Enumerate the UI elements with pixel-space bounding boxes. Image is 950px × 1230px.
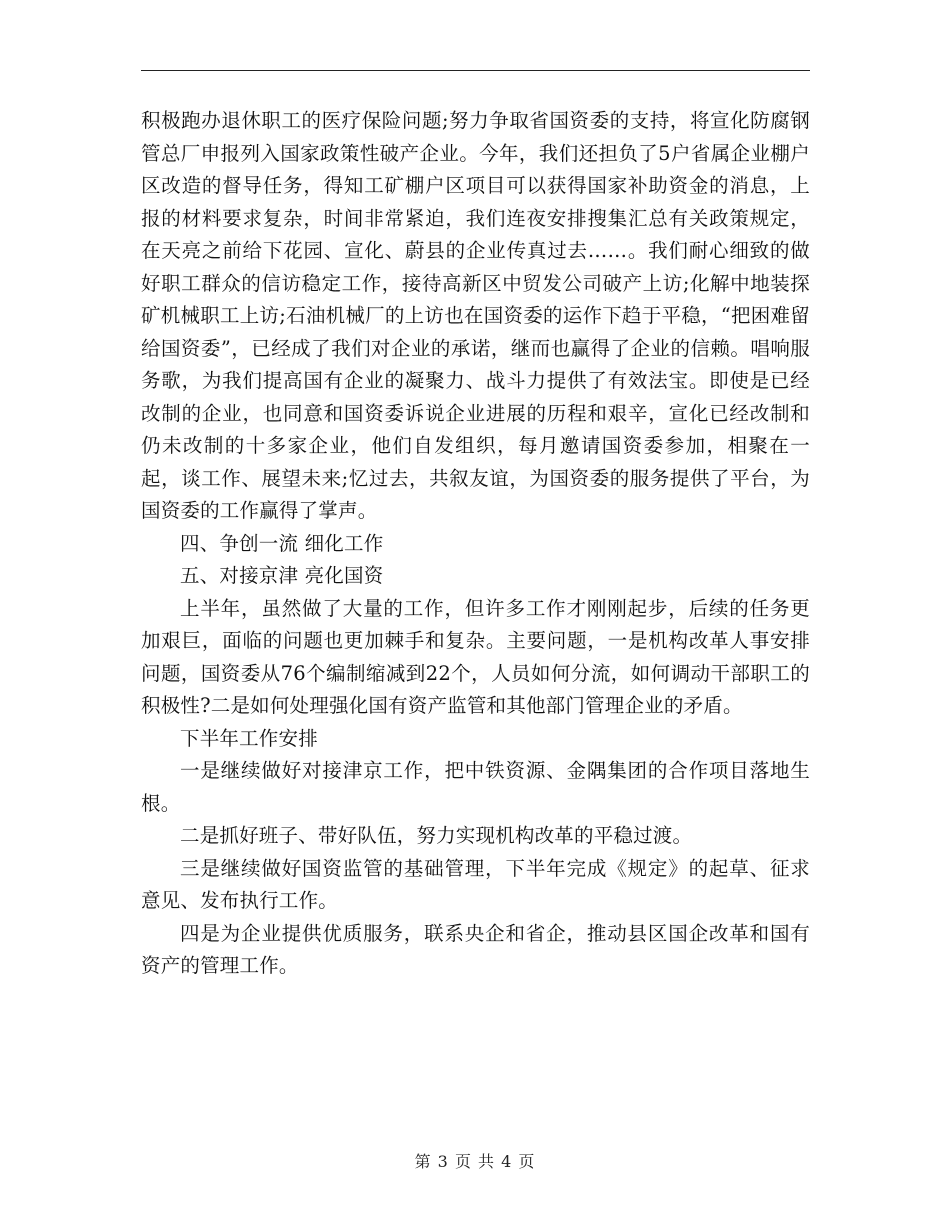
section-heading-plan: 下半年工作安排	[180, 726, 318, 750]
paragraph-problems: 上半年，虽然做了大量的工作，但许多工作才刚刚起步，后续的任务更加艰巨，面临的问题也更加棘手和复杂。主要问题，一是机构改革人事安排问题，国资委从76个编制缩减到22个，人员如何分流，如何调动干部职工的积极性?二是如何处理强化国有资产监管和其他部门管理企业的矛盾。	[141, 596, 810, 717]
plan-item-3: 三是继续做好国资监管的基础管理，下半年完成《规定》的起草、征求意见、发布执行工作。	[141, 856, 810, 912]
plan-item-1: 一是继续做好对接津京工作，把中铁资源、金隅集团的合作项目落地生根。	[141, 759, 810, 815]
document-body	[141, 105, 810, 983]
section-heading-four: 四、争创一流 细化工作	[180, 531, 384, 555]
header-rule	[141, 70, 810, 71]
plan-item-4: 四是为企业提供优质服务，联系央企和省企，推动县区国企改革和国有资产的管理工作。	[141, 921, 810, 977]
section-heading-five: 五、对接京津 亮化国资	[180, 564, 384, 587]
page-footer: 第 3 页 共 4 页	[414, 1152, 536, 1171]
paragraph-continuation: 积极跑办退休职工的医疗保险问题;努力争取省国资委的支持，将宣化防腐钢管总厂申报列入国家政策性破产企业。今年，我们还担负了5户省属企业棚户区改造的督导任务，得知工矿棚户区项目可以获得国家补助资金的消息，上报的材料要求复杂，时间非常紧迫，我们连夜安排搜集汇总有关政策规定，在天亮之前给下花园、宣化、蔚县的企业传真过去……。我们耐心细致的做好职工群众的信访稳定工作，接待高新区中贸发公司破产上访;化解中地装探矿机械职工上访;石油机械厂的上访也在国资委的运作下趋于平稳，“把困难留给国资委”，已经成了我们对企业的承诺，继而也赢得了企业的信赖。唱响服务歌，为我们提高国有企业的凝聚力、战斗力提供了有效法宝。即使是已经改制的企业，也同意和国资委诉说企业进展的历程和艰辛，宣化已经改制和仍未改制的十多家企业，他们自发组织，每月邀请国资委参加，相聚在一起，谈工作、展望未来;忆过去，共叙友谊，为国资委的服务提供了平台，为国资委的工作赢得了掌声。	[141, 109, 810, 522]
plan-item-2: 二是抓好班子、带好队伍，努力实现机构改革的平稳过渡。	[180, 824, 693, 847]
